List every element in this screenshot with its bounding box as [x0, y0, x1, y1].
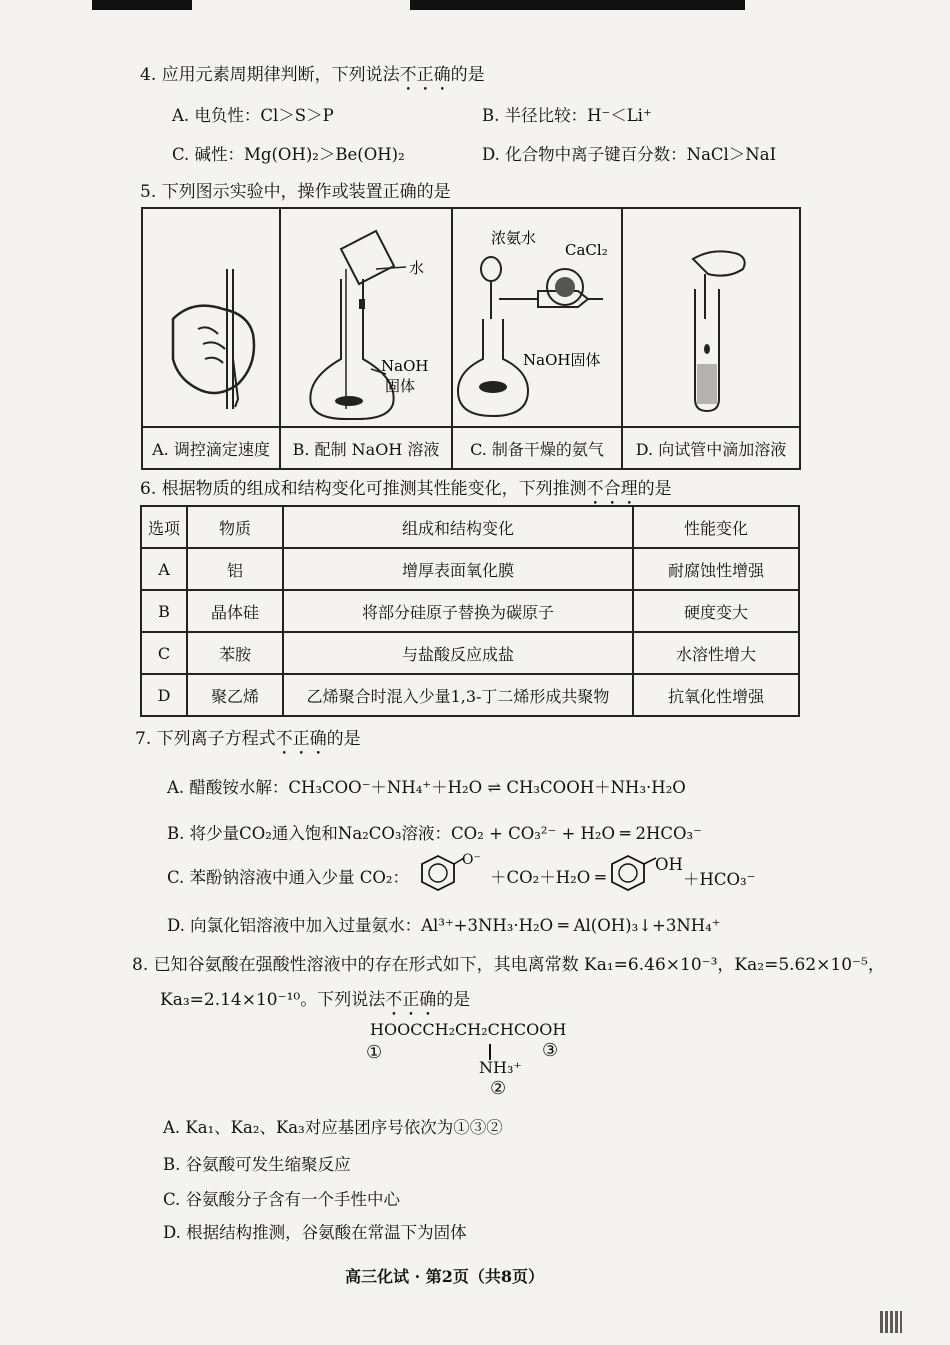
- table-row: [141, 674, 799, 716]
- header-cell: 组成和结构变化: [283, 506, 633, 548]
- scan-edge-mark: [410, 0, 745, 10]
- q6-stem-tail: 的是: [637, 479, 672, 499]
- label-ammonia: 浓氨水: [491, 229, 537, 247]
- caption-a: A. 调控滴定速度: [142, 427, 280, 469]
- table-cell: 铝: [187, 548, 283, 590]
- q4-option-d: D. 化合物中离子键百分数：NaCl＞NaI: [482, 145, 777, 164]
- q6-table: [140, 505, 800, 717]
- header-cell: 物质: [187, 506, 283, 548]
- figure-a: [142, 208, 280, 427]
- q7-stem-tail: 的是: [326, 729, 361, 749]
- q4-option-c: C. 碱性：Mg(OH)₂＞Be(OH)₂: [172, 145, 405, 164]
- q4-stem-tail: 的是: [450, 65, 485, 85]
- figure-b: [280, 208, 452, 427]
- q7-option-c: [167, 864, 409, 888]
- q8-stem-tail: 的是: [436, 990, 471, 1010]
- page-footer: 高三化试 · 第2页（共8页）: [345, 1267, 544, 1286]
- header-cell: 选项: [141, 506, 187, 548]
- q7-c-end: ＋HCO₃⁻: [683, 870, 756, 889]
- q8-option-a: A. Ka₁、Ka₂、Ka₃对应基团序号依次为①③②: [163, 1118, 503, 1137]
- table-cell: A: [141, 548, 187, 590]
- q7-option-d: D. 向氯化铝溶液中加入过量氨水：Al³⁺+3NH₃·H₂O ═ Al(OH)₃↓+3NH₄⁺: [167, 916, 721, 935]
- caption-d: D. 向试管中滴加溶液: [622, 427, 800, 469]
- q6-stem: [140, 474, 672, 509]
- q7-stem-text: 7. 下列离子方程式: [135, 729, 276, 749]
- group-mark-1: ①: [366, 1042, 383, 1063]
- header-cell: 性能变化: [633, 506, 799, 548]
- q4-option-b: B. 半径比较：H⁻＜Li⁺: [482, 106, 652, 125]
- ammonium-group: NH₃⁺: [479, 1058, 522, 1077]
- table-cell: 聚乙烯: [187, 674, 283, 716]
- q7-c-prefix: C. 苯酚钠溶液中通入少量 CO₂：: [167, 868, 410, 887]
- titration-hand-icon: [143, 209, 279, 421]
- q7-stem-emphasis: 不正确: [275, 729, 327, 749]
- scan-edge-mark: [92, 0, 192, 10]
- q7-c-mid: ＋CO₂＋H₂O ═: [490, 868, 606, 887]
- q7-stem: [135, 724, 361, 759]
- q4-option-a: A. 电负性：Cl＞S＞P: [172, 106, 334, 125]
- table-row: [141, 548, 799, 590]
- q4-stem-emphasis: 不正确: [399, 65, 451, 85]
- table-cell: 增厚表面氧化膜: [283, 548, 633, 590]
- phenoxide-label: O⁻: [462, 852, 481, 868]
- table-cell: 将部分硅原子替换为碳原子: [283, 590, 633, 632]
- group-mark-2: ②: [490, 1078, 507, 1099]
- q8-option-c: C. 谷氨酸分子含有一个手性中心: [163, 1190, 401, 1209]
- q7-option-a: A. 醋酸铵水解：CH₃COO⁻＋NH₄⁺＋H₂O ⇌ CH₃COOH＋NH₃·H₂O: [167, 778, 686, 797]
- q4-stem: [140, 60, 485, 95]
- table-cell: C: [141, 632, 187, 674]
- label-solid: 固体: [385, 377, 416, 395]
- q5-stem: 5. 下列图示实验中，操作或装置正确的是: [140, 182, 451, 202]
- figure-d: [622, 208, 800, 427]
- label-water: 水: [409, 259, 425, 277]
- caption-b: B. 配制 NaOH 溶液: [280, 427, 452, 469]
- q6-stem-emphasis: 不合理: [586, 479, 638, 499]
- table-header-row: [141, 506, 799, 548]
- qr-code-icon: [880, 1311, 902, 1333]
- table-cell: 硬度变大: [633, 590, 799, 632]
- table-cell: 晶体硅: [187, 590, 283, 632]
- table-cell: 与盐酸反应成盐: [283, 632, 633, 674]
- table-cell: 水溶性增大: [633, 632, 799, 674]
- label-cacl2: CaCl₂: [565, 241, 608, 259]
- glutamic-acid-formula: HOOCCH₂CH₂CHCOOH: [370, 1020, 567, 1039]
- table-cell: B: [141, 590, 187, 632]
- table-cell: 苯胺: [187, 632, 283, 674]
- label-naoh-solid: NaOH固体: [523, 351, 601, 369]
- caption-c: C. 制备干燥的氨气: [452, 427, 622, 469]
- q8-stem-text: Ka₃=2.14×10⁻¹⁰。下列说法: [160, 990, 386, 1010]
- q8-stem-line2: [160, 985, 470, 1020]
- table-cell: 抗氧化性增强: [633, 674, 799, 716]
- q6-stem-text: 6. 根据物质的组成和结构变化可推测其性能变化，下列推测: [140, 479, 587, 499]
- group-mark-3: ③: [542, 1040, 559, 1061]
- table-cell: 乙烯聚合时混入少量1,3-丁二烯形成共聚物: [283, 674, 633, 716]
- table-cell: 耐腐蚀性增强: [633, 548, 799, 590]
- q8-stem-line1: 8. 已知谷氨酸在强酸性溶液中的存在形式如下，其电离常数 Ka₁=6.46×10⁻³，Ka₂=5.62×10⁻⁵，: [132, 955, 885, 975]
- q4-stem-text: 4. 应用元素周期律判断，下列说法: [140, 65, 400, 85]
- phenol-label: OH: [655, 855, 683, 874]
- volumetric-flask-icon: [281, 209, 451, 421]
- q5-figure-table: [141, 207, 801, 470]
- q8-stem-emphasis: 不正确: [385, 990, 437, 1010]
- ammonia-apparatus-icon: [453, 209, 621, 421]
- q7-option-b: B. 将少量CO₂通入饱和Na₂CO₃溶液：CO₂ + CO₃²⁻ + H₂O ═ 2HCO₃⁻: [167, 824, 702, 843]
- benzene-ring-icon: [608, 852, 660, 896]
- table-row: [141, 590, 799, 632]
- table-cell: D: [141, 674, 187, 716]
- figure-c: [452, 208, 622, 427]
- label-naoh: NaOH: [381, 357, 429, 375]
- benzene-ring-icon: [418, 852, 468, 896]
- dropper-tube-icon: [623, 209, 799, 421]
- q8-option-d: D. 根据结构推测，谷氨酸在常温下为固体: [163, 1223, 467, 1242]
- q8-option-b: B. 谷氨酸可发生缩聚反应: [163, 1155, 351, 1174]
- table-row: [141, 632, 799, 674]
